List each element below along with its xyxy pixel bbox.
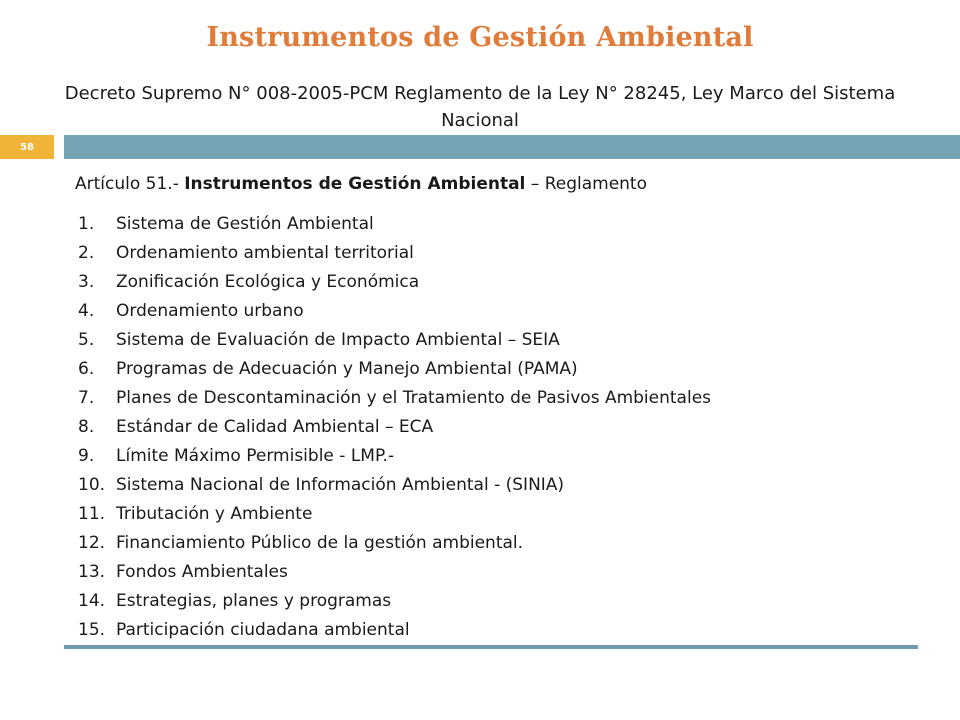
list-item-text: Ordenamiento ambiental territorial	[116, 243, 414, 263]
list-item-text: Sistema de Evaluación de Impacto Ambiental – SEIA	[116, 330, 560, 350]
list-item-number: 13.	[78, 562, 106, 582]
list-item-text: Zonificación Ecológica y Económica	[116, 272, 420, 292]
list-item	[78, 384, 711, 413]
list-item-text: Tributación y Ambiente	[116, 504, 313, 524]
list-item	[78, 616, 711, 645]
list-item-text: Financiamiento Público de la gestión ambiental.	[116, 533, 524, 553]
list-item	[78, 442, 711, 471]
footer-accent-bar	[64, 645, 918, 649]
list-item-number: 12.	[78, 533, 106, 553]
list-item	[78, 500, 711, 529]
list-item-text: Planes de Descontaminación y el Tratamiento de Pasivos Ambientales	[116, 388, 712, 408]
list-item	[78, 558, 711, 587]
list-item-text: Programas de Adecuación y Manejo Ambiental (PAMA)	[116, 359, 578, 379]
list-item-number: 11.	[78, 504, 106, 524]
list-item	[78, 355, 711, 384]
list-item-text: Participación ciudadana ambiental	[116, 620, 410, 640]
slide-number-badge: 58	[0, 135, 54, 159]
list-item-text: Estrategias, planes y programas	[116, 591, 392, 611]
article-heading	[75, 174, 647, 194]
list-item-text: Fondos Ambientales	[116, 562, 288, 582]
list-item-number: 6.	[78, 359, 95, 379]
list-item-number: 7.	[78, 388, 95, 408]
list-item-number: 5.	[78, 330, 95, 350]
article-bold-title: Instrumentos de Gestión Ambiental	[184, 174, 526, 194]
list-item-text: Límite Máximo Permisible - LMP.-	[116, 446, 395, 466]
list-item	[78, 326, 711, 355]
list-item	[78, 471, 711, 500]
list-item-text: Estándar de Calidad Ambiental – ECA	[116, 417, 434, 437]
header-accent-bar	[64, 135, 960, 159]
list-item-number: 8.	[78, 417, 95, 437]
list-item	[78, 210, 711, 239]
list-item-number: 1.	[78, 214, 95, 234]
list-item-number: 10.	[78, 475, 106, 495]
list-item-text: Sistema Nacional de Información Ambiental - (SINIA)	[116, 475, 565, 495]
list-item-number: 9.	[78, 446, 95, 466]
list-item-text: Ordenamiento urbano	[116, 301, 304, 321]
list-item	[78, 529, 711, 558]
list-item	[78, 413, 711, 442]
list-item	[78, 297, 711, 326]
list-item	[78, 239, 711, 268]
page-title: Instrumentos de Gestión Ambiental	[206, 22, 754, 53]
article-suffix: – Reglamento	[525, 174, 647, 194]
list-item-number: 2.	[78, 243, 95, 263]
list-item	[78, 268, 711, 297]
list-item-number: 3.	[78, 272, 95, 292]
list-item-text: Sistema de Gestión Ambiental	[116, 214, 374, 234]
instrument-list	[78, 210, 711, 645]
list-item-number: 15.	[78, 620, 106, 640]
page-subtitle: Decreto Supremo N° 008-2005-PCM Reglamento de la Ley N° 28245, Ley Marco del Sistema Nacional	[64, 83, 896, 131]
list-item-number: 14.	[78, 591, 106, 611]
article-prefix: Artículo 51.-	[75, 174, 185, 194]
list-item-number: 4.	[78, 301, 95, 321]
list-item	[78, 587, 711, 616]
